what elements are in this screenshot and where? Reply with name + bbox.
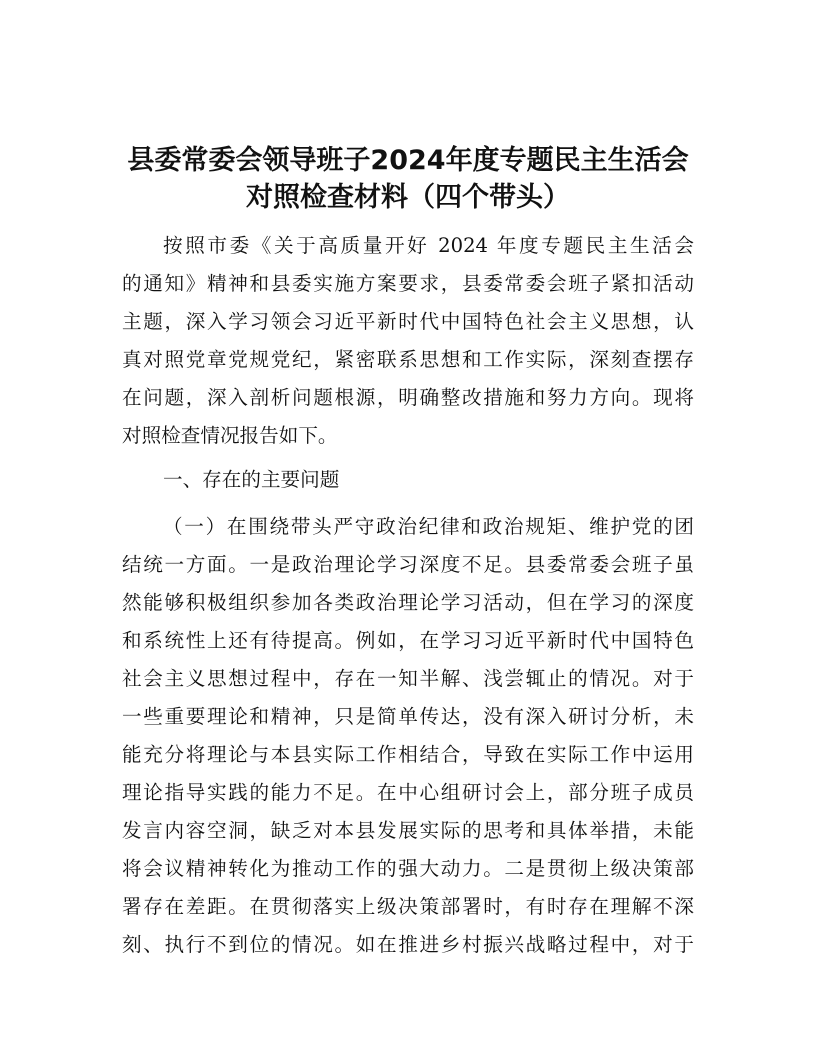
body-line: 发言内容空洞，缺乏对本县发展实际的思考和具体举措，未能 <box>122 819 694 842</box>
intro-line: 的通知》精神和县委实施方案要求，县委常委会班子紧扣活动 <box>122 272 694 295</box>
body-line: 和系统性上还有待提高。例如，在学习习近平新时代中国特色 <box>122 629 694 652</box>
body-line: 能充分将理论与本县实际工作相结合，导致在实际工作中运用 <box>122 743 694 766</box>
body-line: 社会主义思想过程中，存在一知半解、浅尝辄止的情况。对于 <box>122 667 694 690</box>
document-title-line-2: 对照检查材料（四个带头） <box>246 182 570 213</box>
intro-line: 真对照党章党规党纪，紧密联系思想和工作实际，深刻查摆存 <box>122 348 694 371</box>
body-line: （一）在围绕带头严守政治纪律和政治规矩、维护党的团 <box>163 515 694 538</box>
body-line: 然能够积极组织参加各类政治理论学习活动，但在学习的深度 <box>122 591 694 614</box>
body-line: 理论指导实践的能力不足。在中心组研讨会上，部分班子成员 <box>122 781 694 804</box>
intro-line: 在问题，深入剖析问题根源，明确整改措施和努力方向。现将 <box>122 386 694 409</box>
body-line: 一些重要理论和精神，只是简单传达，没有深入研讨分析，未 <box>122 705 694 728</box>
section-heading: 一、存在的主要问题 <box>163 468 340 491</box>
body-line: 将会议精神转化为推动工作的强大动力。二是贯彻上级决策部 <box>122 857 694 880</box>
body-line: 署存在差距。在贯彻落实上级决策部署时，有时存在理解不深 <box>122 895 694 918</box>
document-title-line-1: 县委常委会领导班子2024年度专题民主生活会 <box>127 145 689 176</box>
intro-line: 对照检查情况报告如下。 <box>122 424 338 447</box>
body-line: 结统一方面。一是政治理论学习深度不足。县委常委会班子虽 <box>122 553 694 576</box>
intro-line: 主题，深入学习领会习近平新时代中国特色社会主义思想，认 <box>122 310 694 333</box>
body-line: 刻、执行不到位的情况。如在推进乡村振兴战略过程中，对于 <box>122 933 694 956</box>
intro-line: 按照市委《关于高质量开好 2024 年度专题民主生活会 <box>163 234 694 257</box>
